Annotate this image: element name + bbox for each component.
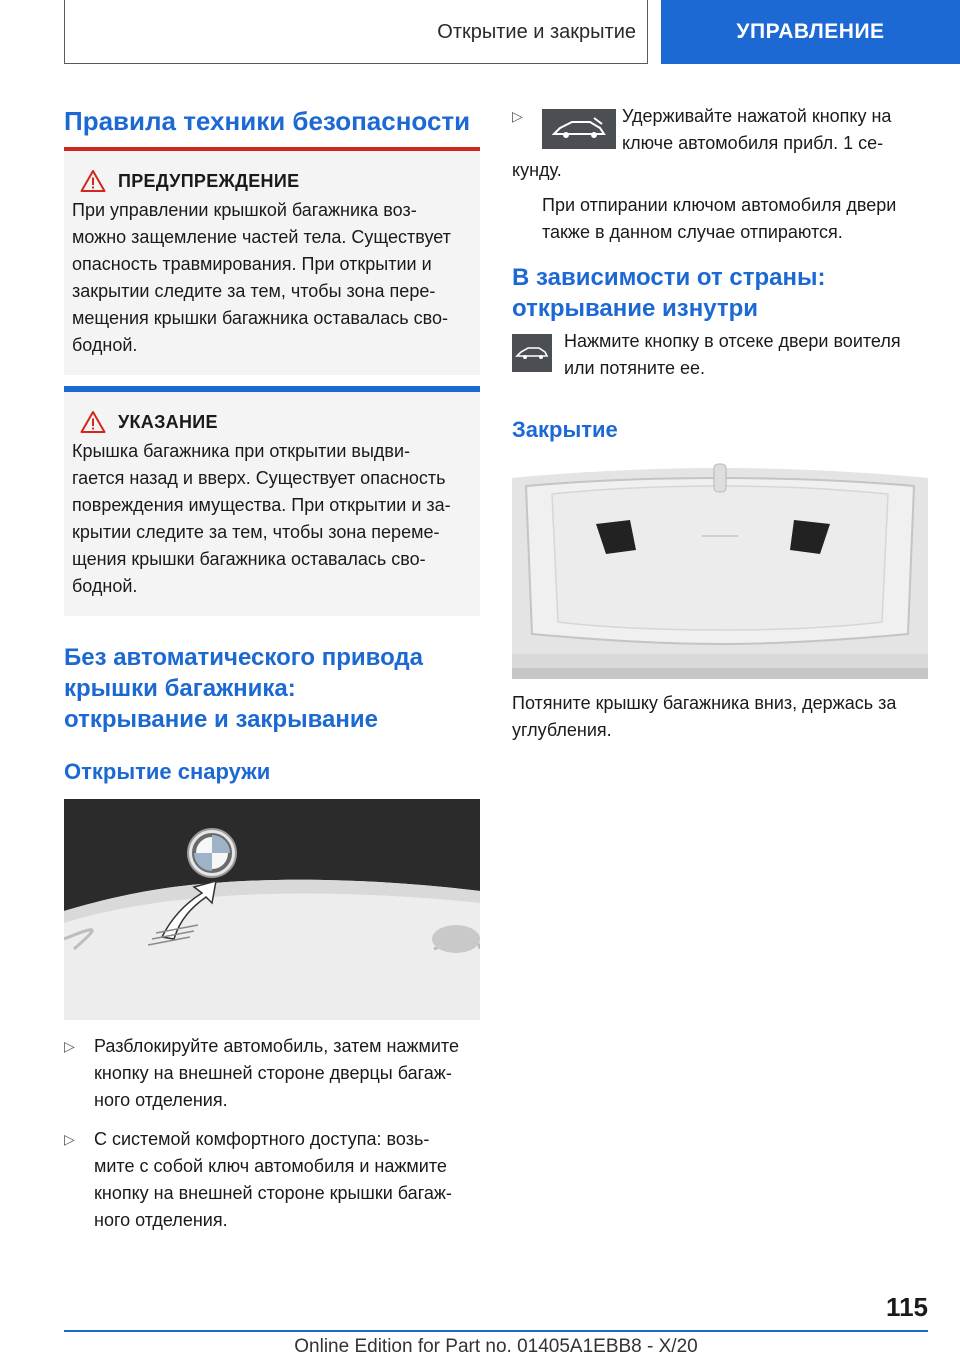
warning-label: ПРЕДУПРЕЖДЕНИЕ	[118, 170, 300, 191]
step-line: ного отделения.	[94, 1090, 228, 1110]
heading-country	[512, 262, 928, 324]
key-step-extra: также в данном случае отпираются.	[542, 222, 843, 242]
warning-line: При управлении крышкой багажника воз-	[72, 200, 417, 220]
heading-without-drive	[64, 642, 480, 735]
key-step-line: кунду.	[512, 160, 562, 180]
car-trunk-button-icon	[512, 334, 552, 372]
warning-line: опасность травмирования. При открытии и	[72, 254, 432, 274]
key-step	[512, 103, 928, 246]
triangle-bullet-icon: ▷	[64, 1038, 75, 1054]
inside-text	[564, 328, 928, 382]
heading-line: Без автоматического привода	[64, 644, 424, 671]
step-line: кнопку на внешней стороне дверцы багаж-	[94, 1063, 452, 1083]
list-item	[64, 1033, 480, 1114]
close-line: Потяните крышку багажника вниз, держась за	[512, 693, 897, 713]
warning-line: закрытии следите за тем, чтобы зона пере-	[72, 281, 436, 301]
footer-edition: Online Edition for Part no. 01405A1EBB8 - X/20	[294, 1336, 698, 1357]
triangle-bullet-icon: ▷	[64, 1131, 75, 1147]
heading-line: открывание и закрывание	[64, 706, 378, 733]
page-number: 115	[886, 1292, 928, 1322]
heading-close: Закрытие	[512, 417, 618, 442]
notice-line: крытии следите за тем, чтобы зона переме-	[72, 522, 440, 542]
notice-line: Крышка багажника при открытии выдви-	[72, 441, 411, 461]
inside-line: или потяните ее.	[564, 358, 706, 378]
trunk-lid-illustration	[512, 458, 928, 679]
key-step-line: ключе автомобиля прибл. 1 се-	[622, 133, 884, 153]
notice-line: повреждения имущества. При открытии и за-	[72, 495, 451, 515]
inside-line: Нажмите кнопку в отсеке двери воителя	[564, 331, 901, 351]
notice-line: щения крышки багажника оставалась сво-	[72, 549, 426, 569]
heading-line: В зависимости от страны:	[512, 264, 826, 291]
warning-triangle-icon	[80, 169, 106, 193]
car-trunk-key-icon	[542, 109, 616, 149]
heading-line: крышки багажника:	[64, 675, 296, 702]
list-item	[64, 1126, 480, 1234]
step-line: С системой комфортного доступа: возь-	[94, 1129, 430, 1149]
header-section-title: Открытие и закрытие	[437, 20, 636, 43]
section-title: Правила техники безопасности	[64, 106, 471, 136]
trunk-button-illustration	[64, 799, 480, 1020]
warning-line: мещения крышки багажника оставалась сво-	[72, 308, 449, 328]
notice-line: гается назад и вверх. Существует опасность	[72, 468, 446, 488]
close-line: углубления.	[512, 720, 612, 740]
header-chapter-tab[interactable]: УПРАВЛЕНИЕ	[661, 0, 960, 64]
heading-line: открывание изнутри	[512, 295, 759, 322]
step-line: Разблокируйте автомобиль, затем нажмите	[94, 1036, 459, 1056]
step-line: мите с собой ключ автомобиля и нажмите	[94, 1156, 447, 1176]
step-line: кнопку на внешней стороне крышки багаж-	[94, 1183, 452, 1203]
warning-line: бодной.	[72, 335, 138, 355]
step-line: ного отделения.	[94, 1210, 228, 1230]
warning-line: можно защемление частей тела. Существует	[72, 227, 451, 247]
notice-line: бодной.	[72, 576, 138, 596]
notice-label: УКАЗАНИЕ	[118, 411, 218, 432]
key-step-line: Удерживайте нажатой кнопку на	[622, 106, 892, 126]
close-caption	[512, 690, 928, 744]
triangle-bullet-icon: ▷	[512, 108, 523, 124]
key-step-extra: При отпирании ключом автомобиля двери	[542, 195, 897, 215]
warning-triangle-icon	[80, 410, 106, 434]
steps-list	[64, 1033, 480, 1234]
notice-box	[64, 392, 480, 616]
warning-box	[64, 151, 480, 375]
heading-open-outside: Открытие снаружи	[64, 759, 271, 784]
footer-rule	[64, 1330, 928, 1332]
